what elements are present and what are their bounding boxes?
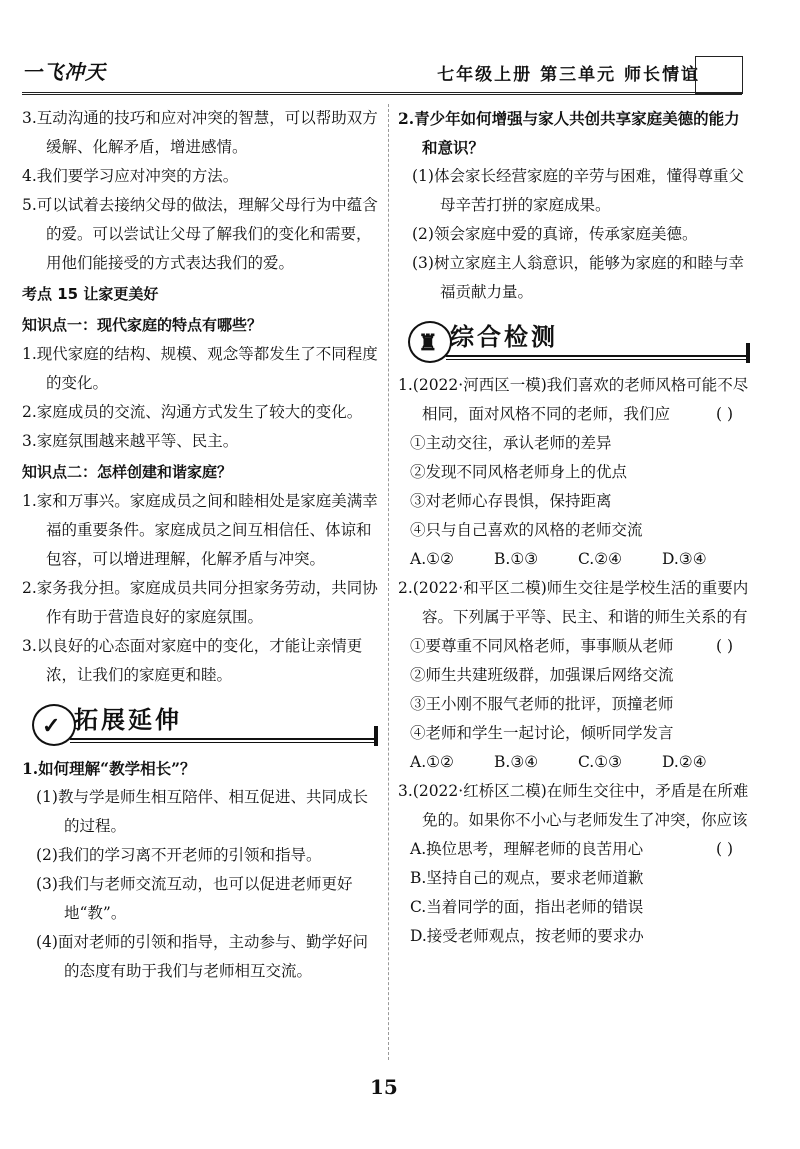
list-item: (3)树立家庭主人翁意识，能够为家庭的和睦与幸福贡献力量。	[412, 254, 744, 301]
choice-a: A.①②	[410, 753, 454, 771]
list-item: 1.家和万事兴。家庭成员之间和睦相处是家庭美满幸福的重要条件。家庭成员之间互相信任、体谅和包容，可以增进理解，化解矛盾与冲突。	[22, 492, 378, 568]
option: A.换位思考，理解老师的良苦用心	[410, 840, 644, 858]
choice-d: D.②④	[662, 753, 707, 771]
option: ③对老师心存畏惧，保持距离	[410, 492, 612, 510]
castle-icon: ♜	[408, 321, 452, 363]
list-item: (4)面对老师的引领和指导，主动参与、勤学好问的态度有助于我们与老师相互交流。	[36, 933, 368, 980]
option: ④只与自己喜欢的风格的老师交流	[410, 521, 643, 539]
list-item: (2)我们的学习离不开老师的引领和指导。	[36, 846, 322, 864]
brand-logo: 一飞冲天	[22, 60, 106, 84]
choices-row	[398, 748, 750, 777]
page-number: 15	[370, 1075, 398, 1099]
kaodian-heading: 考点 15 让家更美好	[22, 285, 159, 303]
option: ④老师和学生一起讨论，倾听同学发言	[410, 724, 674, 742]
header-badge-icon	[695, 56, 743, 94]
list-item: 2.家庭成员的交流、沟通方式发生了较大的变化。	[22, 403, 363, 421]
option: ③王小刚不服气老师的批评，顶撞老师	[410, 695, 674, 713]
list-item: 3.家庭氛围越来越平等、民主。	[22, 432, 239, 450]
list-item: 3.互动沟通的技巧和应对冲突的智慧，可以帮助双方缓解、化解矛盾，增进感情。	[22, 109, 378, 156]
question-title: 1.如何理解“教学相长”？	[22, 759, 196, 778]
knowledge-point-1-title: 知识点一：现代家庭的特点有哪些？	[22, 316, 263, 334]
choice-b: B.①③	[494, 550, 539, 568]
question-stem: 1.(2022·河西区一模)我们喜欢的老师风格可能不尽相同，面对风格不同的老师，我们应 ( )	[398, 376, 749, 423]
choice-d: D.③④	[662, 550, 707, 568]
list-item: 5.可以试着去接纳父母的做法，理解父母行为中蕴含的爱。可以尝试让父母了解我们的变化和需要，用他们能接受的方式表达我们的爱。	[22, 196, 378, 272]
page-header-title: 七年级上册 第三单元 师长情谊	[437, 65, 700, 85]
choice-c: C.①③	[578, 753, 623, 771]
option: ①要尊重不同风格老师，事事顺从老师	[410, 637, 674, 655]
question-stem: 3.(2022·红桥区二模)在师生交往中，矛盾是在所难免的。如果你不小心与老师发生了冲突，你应该 ( )	[398, 782, 749, 858]
question-stem: 2.(2022·和平区二模)师生交往是学校生活的重要内容。下列属于平等、民主、和谐的师生关系的有 ( )	[398, 579, 749, 655]
list-item: (2)领会家庭中爱的真谛，传承家庭美德。	[412, 225, 698, 243]
list-item: 2.家务我分担。家庭成员共同分担家务劳动，共同协作有助于营造良好的家庭氛围。	[22, 579, 378, 626]
list-item: 4.我们要学习应对冲突的方法。	[22, 167, 239, 185]
choice-b: B.③④	[494, 753, 539, 771]
option: ②发现不同风格老师身上的优点	[410, 463, 628, 481]
option: D.接受老师观点，按老师的要求办	[410, 927, 644, 945]
knowledge-point-2-title: 知识点二：怎样创建和谐家庭？	[22, 463, 233, 481]
header-divider	[22, 92, 742, 95]
list-item: 3.以良好的心态面对家庭中的变化，才能让亲情更浓，让我们的家庭更和睦。	[22, 637, 363, 684]
option: ②师生共建班级群，加强课后网络交流	[410, 666, 674, 684]
right-column	[398, 104, 750, 951]
list-item: 1.现代家庭的结构、规模、观念等都发生了不同程度的变化。	[22, 345, 378, 392]
option: C.当着同学的面，指出老师的错误	[410, 898, 644, 916]
list-item: (1)教与学是师生相互陪伴、相互促进、共同成长的过程。	[36, 788, 368, 835]
choice-a: A.①②	[410, 550, 454, 568]
extend-section-banner	[22, 700, 378, 746]
left-column	[22, 104, 378, 986]
question-title: 2.青少年如何增强与家人共创共享家庭美德的能力和意识？	[398, 109, 740, 157]
choice-c: C.②④	[578, 550, 623, 568]
choices-row	[398, 545, 750, 574]
list-item: (1)体会家长经营家庭的辛劳与困难，懂得尊重父母辛苦打拼的家庭成果。	[412, 167, 744, 214]
column-divider	[388, 104, 389, 1060]
test-banner-title: 综合检测	[450, 323, 558, 351]
checkmark-icon: ✓	[32, 704, 76, 746]
list-item: (3)我们与老师交流互动，也可以促进老师更好地“教”。	[36, 875, 353, 922]
option: B.坚持自己的观点，要求老师道歉	[410, 869, 644, 887]
option: ①主动交往，承认老师的差异	[410, 434, 612, 452]
test-section-banner	[398, 317, 750, 363]
extend-banner-title: 拓展延伸	[74, 706, 182, 734]
